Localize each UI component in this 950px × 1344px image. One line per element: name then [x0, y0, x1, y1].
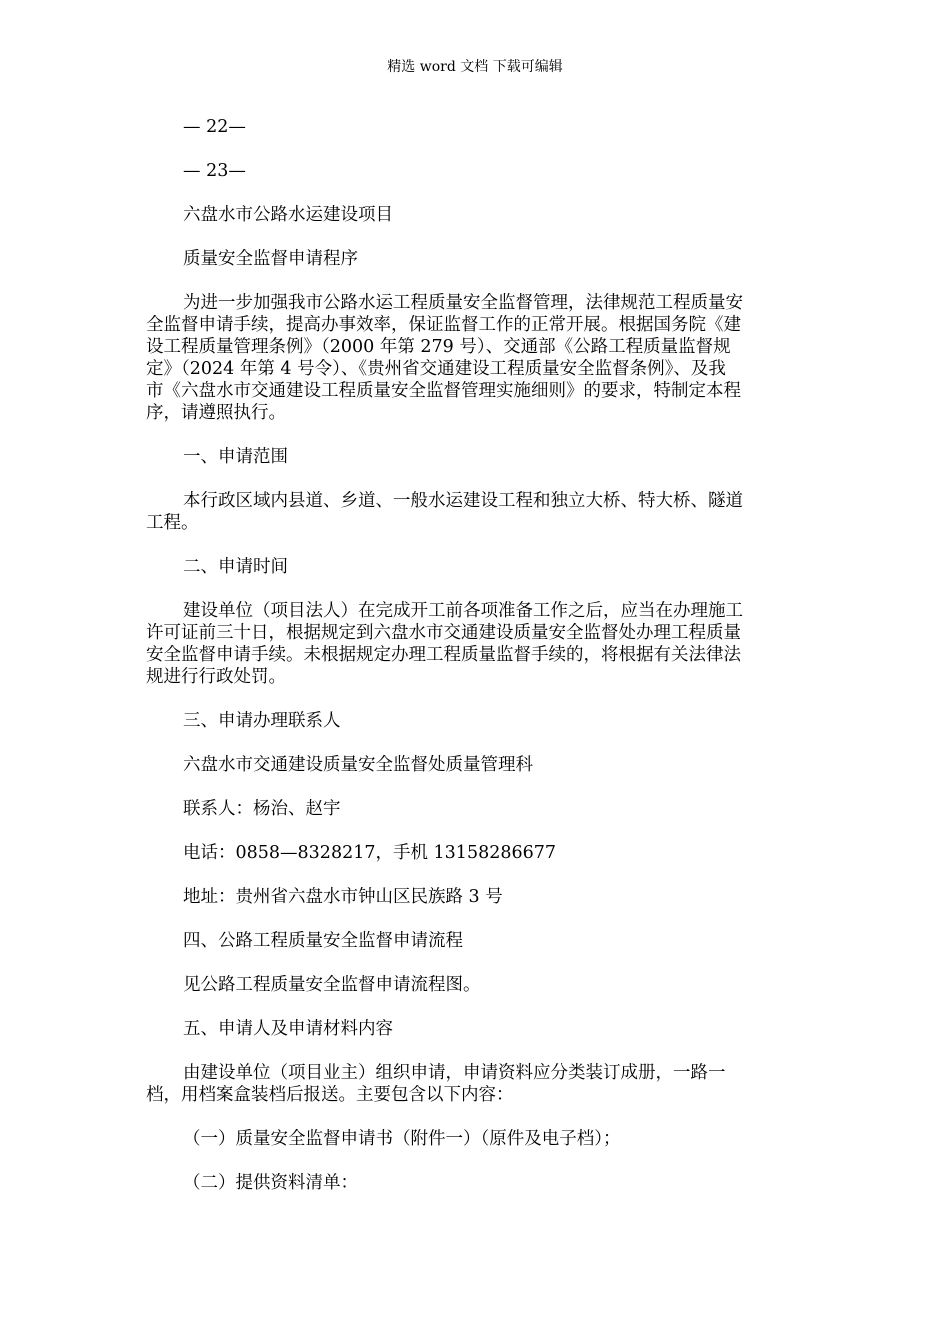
page-mark-22: — 22— [183, 117, 246, 137]
section5-line: 由建设单位（项目业主）组织申请，申请资料应分类装订成册，一路一 [183, 1063, 726, 1083]
doc-title-line2: 质量安全监督申请程序 [183, 249, 358, 269]
page-header: 精选 word 文档 下载可编辑 [387, 59, 563, 75]
section3-heading: 三、申请办理联系人 [183, 711, 341, 731]
section1-line: 本行政区域内县道、乡道、一般水运建设工程和独立大桥、特大桥、隧道 [183, 491, 743, 511]
section5-paragraph [146, 1062, 806, 1106]
intro-line: 全监督申请手续，提高办事效率，保证监督工作的正常开展。根据国务院《建 [146, 315, 741, 335]
intro-paragraph [146, 292, 806, 424]
section5-line: 档，用档案盒装档后报送。主要包含以下内容： [146, 1085, 514, 1105]
section2-line: 许可证前三十日，根据规定到六盘水市交通建设质量安全监督处办理工程质量 [146, 623, 741, 643]
office-name: 六盘水市交通建设质量安全监督处质量管理科 [183, 755, 533, 775]
section4-text: 见公路工程质量安全监督申请流程图。 [183, 975, 481, 995]
section1-paragraph [146, 490, 806, 534]
section2-paragraph [146, 600, 806, 688]
address: 地址：贵州省六盘水市钟山区民族路 3 号 [183, 887, 503, 907]
intro-line: 为进一步加强我市公路水运工程质量安全监督管理，法律规范工程质量安 [183, 293, 743, 313]
intro-line: 市《六盘水市交通建设工程质量安全监督管理实施细则》的要求，特制定本程 [146, 381, 741, 401]
intro-line: 定》（2024 年第 4 号令）、《贵州省交通建设工程质量安全监督条例》、及我 [146, 359, 726, 379]
section2-line: 建设单位（项目法人）在完成开工前各项准备工作之后，应当在办理施工 [183, 601, 743, 621]
intro-line: 设工程质量管理条例》（2000 年第 279 号）、交通部《公路工程质量监督规 [146, 337, 731, 357]
list-item-1: （一）质量安全监督申请书（附件一）（原件及电子档）； [183, 1129, 621, 1149]
section2-line: 规进行行政处罚。 [146, 667, 286, 687]
section2-heading: 二、申请时间 [183, 557, 288, 577]
section5-heading: 五、申请人及申请材料内容 [183, 1019, 393, 1039]
doc-title-line1: 六盘水市公路水运建设项目 [183, 205, 393, 225]
section4-heading: 四、公路工程质量安全监督申请流程 [183, 931, 463, 951]
contact-persons: 联系人：杨治、赵宇 [183, 799, 341, 819]
section1-line: 工程。 [146, 513, 199, 533]
phone-numbers: 电话：0858—8328217，手机 13158286677 [183, 843, 557, 863]
intro-line: 序，请遵照执行。 [146, 403, 286, 423]
section1-heading: 一、申请范围 [183, 447, 288, 467]
section2-line: 安全监督申请手续。未根据规定办理工程质量监督手续的，将根据有关法律法 [146, 645, 741, 665]
list-item-2: （二）提供资料清单： [183, 1173, 358, 1193]
page-mark-23: — 23— [183, 161, 246, 181]
